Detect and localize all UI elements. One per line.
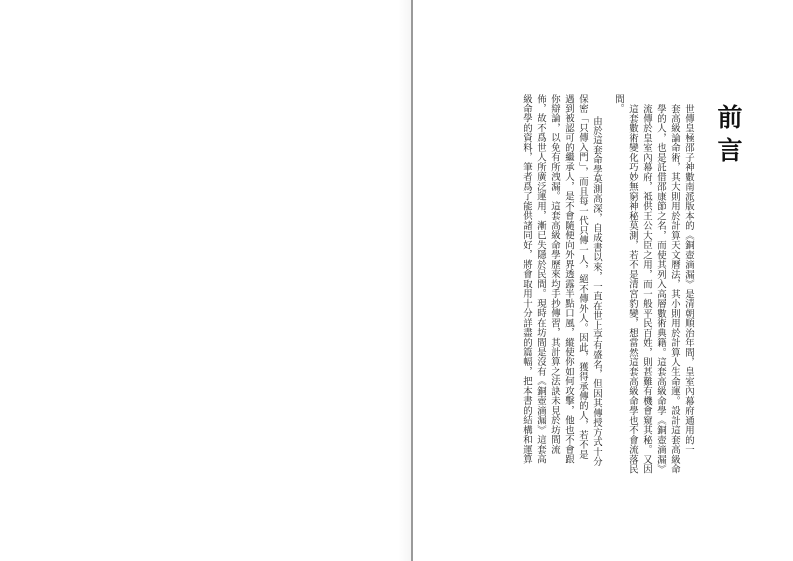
text-column-5: 這套數術變化巧妙無窮神秘莫測，若不是清宮豹變，想當然這套高級命學也不會流落民 [627, 104, 638, 475]
text-column-9: 遇到被認可的繼承人，是不會隨便向外界透露半點口風，縱使你如何攻擊，他也不會跟 [563, 94, 574, 465]
text-column-7: 由於這套命學莫測高深，自成書以來，一直在世上享有盛名，但因其傳授方式十分 [591, 116, 602, 467]
gutter-shadow [398, 0, 411, 561]
text-column-4: 流傳於皇室內幕府，祗供王公大臣之用，而一般平民百姓，則甚難有機會窺其秘。又因 [641, 104, 652, 475]
text-column-2: 套高級論命術，其大則用於計算天文曆法，其小則用於計算人生命運。設計這套高級命 [669, 104, 680, 475]
text-column-10: 你辯論，以免有所洩漏。這套高級命學歷來均手抄傳習，其計算之法訣未見於坊間流 [549, 94, 560, 455]
text-column-12: 級命學的資料，筆者爲了能供諸同好，將會取用十分詳盡的篇幅，把本書的結構和運算 [521, 94, 532, 465]
text-column-3: 學的人，也是託借邵康節之名，而使其列入高層數術典籍。這套高級命學《銅壺滴漏》 [655, 104, 666, 475]
right-page [413, 0, 793, 561]
text-column-6: 間。 [613, 94, 624, 114]
text-column-1: 世傳皇極邵子神數南派版本的《銅壺滴漏》是清朝順治年間，皇室內幕府通用的一 [683, 104, 694, 455]
page-title: 前言 [714, 104, 743, 170]
text-column-11: 佈，故不爲世人所廣泛運用，漸已失隱於民間。現時在坊間是沒有《銅壺滴漏》這套高 [535, 94, 546, 465]
text-column-8: 保密「只傳入門」，而且每一代只傳一人，絕不傳外人。因此，獲得承傳的人，若不是 [577, 94, 588, 460]
